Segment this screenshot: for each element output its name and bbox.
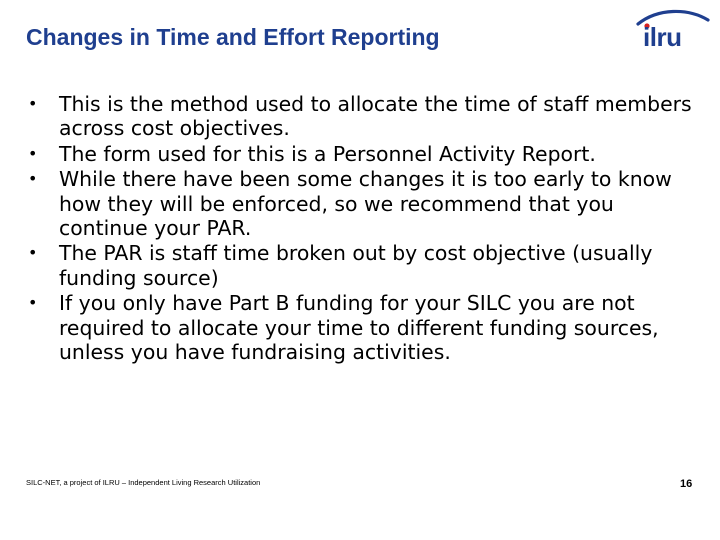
bullet-dot: • bbox=[28, 143, 38, 163]
bullet-dot: • bbox=[28, 94, 38, 113]
bullet-item bbox=[28, 142, 700, 166]
footer-credit: SILC-NET, a project of ILRU – Independent Living Research Utilization bbox=[26, 478, 261, 487]
bullet-list bbox=[28, 92, 700, 365]
bullet-text: The PAR is staff time broken out by cost objective (usually funding source) bbox=[59, 241, 653, 290]
bullet-dot: • bbox=[28, 169, 38, 189]
bullet-text: While there have been some changes it is too early to know how they will be enforced, so we recommend that you continue your PAR. bbox=[59, 167, 672, 241]
bullet-text: If you only have Part B funding for your SILC you are not required to allocate your time to different funding sources, unless you have fundraising activities. bbox=[59, 291, 659, 365]
bullet-item bbox=[28, 291, 700, 364]
bullet-item bbox=[28, 92, 700, 141]
logo-text: ilru bbox=[643, 22, 682, 50]
bullet-text: The form used for this is a Personnel Activity Report. bbox=[59, 141, 596, 166]
bullet-dot: • bbox=[28, 293, 38, 313]
page-number: 16 bbox=[680, 478, 693, 490]
bullet-dot: • bbox=[28, 243, 38, 263]
slide-title: Changes in Time and Effort Reporting bbox=[26, 24, 440, 50]
bullet-item bbox=[28, 241, 700, 290]
bullet-text: This is the method used to allocate the time of staff members across cost objectives. bbox=[59, 92, 692, 141]
bullet-item bbox=[28, 167, 700, 240]
ilru-logo bbox=[628, 6, 712, 50]
